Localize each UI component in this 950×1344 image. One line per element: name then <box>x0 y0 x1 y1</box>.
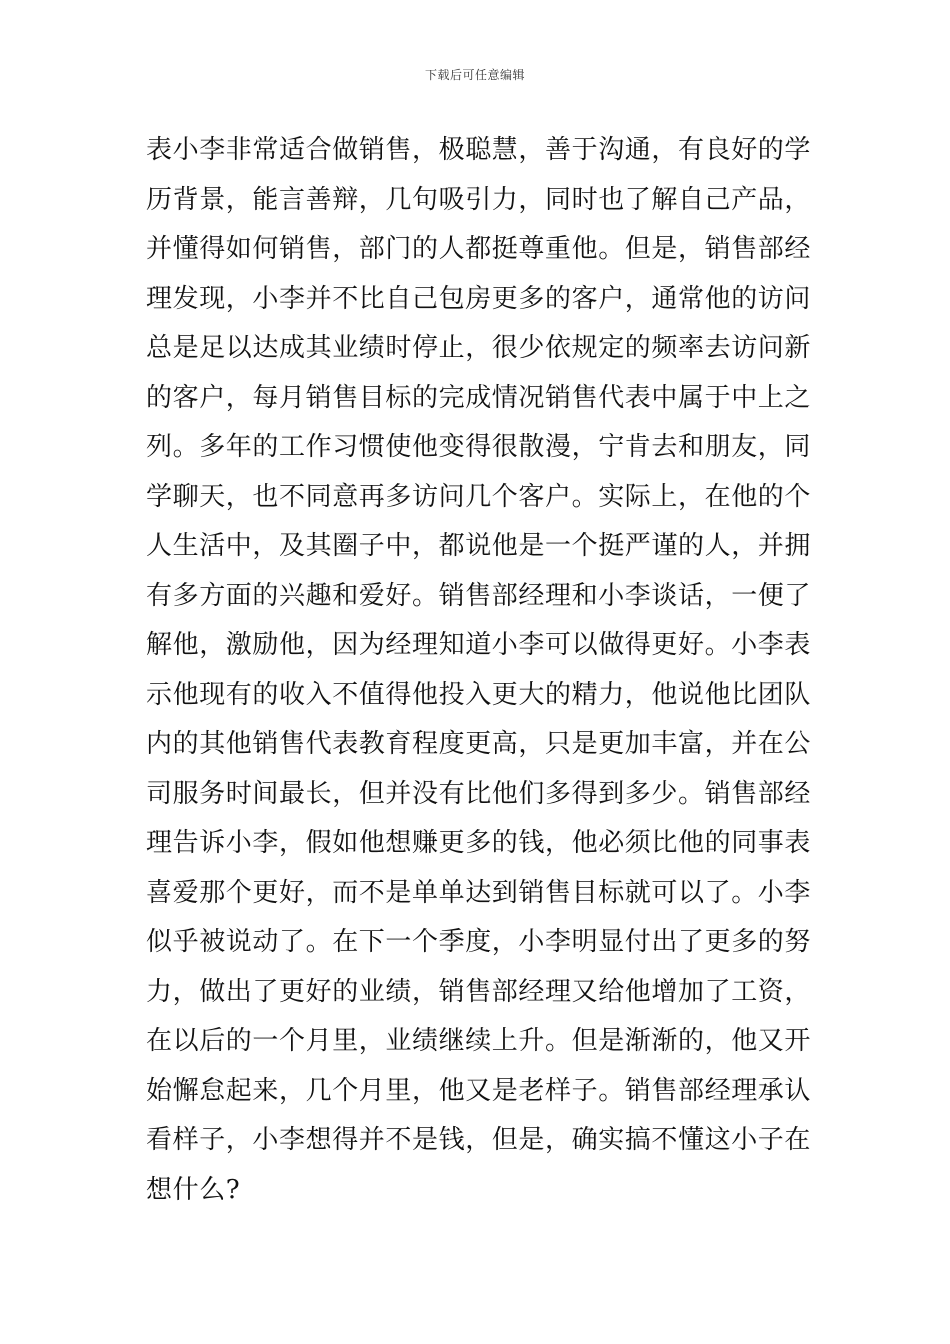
paragraph-line: 并懂得如何销售，部门的人都挺尊重他。但是，销售部经 <box>146 234 812 264</box>
paragraph-line: 理告诉小李，假如他想赚更多的钱，他必须比他的同事表 <box>146 828 812 858</box>
paragraph-line: 示他现有的收入不值得他投入更大的精力，他说他比团队 <box>146 679 812 710</box>
paragraph-line: 的客户，每月销售目标的完成情况销售代表中属于中上之 <box>146 382 812 413</box>
paragraph-line: 总是足以达成其业绩时停止，很少依规定的频率去访问新 <box>146 333 812 363</box>
paragraph-line: 解他，激励他，因为经理知道小李可以做得更好。小李表 <box>146 630 812 660</box>
paragraph-line: 司服务时间最长，但并没有比他们多得到多少。销售部经 <box>146 778 812 809</box>
paragraph-line: 看样子，小李想得并不是钱，但是，确实搞不懂这小子在 <box>146 1125 812 1155</box>
paragraph-line: 内的其他销售代表教育程度更高，只是更加丰富，并在公 <box>146 729 812 759</box>
paragraph-line: 学聊天，也不同意再多访问几个客户。实际上，在他的个 <box>146 481 812 512</box>
header-note: 下载后可任意编辑 <box>424 68 525 82</box>
paragraph-line: 在以后的一个月里，业绩继续上升。但是渐渐的，他又开 <box>146 1026 812 1056</box>
paragraph-line: 理发现，小李并不比自己包房更多的客户，通常他的访问 <box>146 283 812 314</box>
paragraph-line: 有多方面的兴趣和爱好。销售部经理和小李谈话，一便了 <box>146 580 812 611</box>
paragraph-line: 始懈怠起来，几个月里，他又是老样子。销售部经理承认 <box>146 1075 812 1106</box>
paragraph-line: 历背景，能言善辩，几句吸引力，同时也了解自己产品， <box>146 184 812 215</box>
paragraph-line: 力，做出了更好的业绩，销售部经理又给他增加了工资， <box>146 976 812 1007</box>
paragraph-line: 表小李非常适合做销售，极聪慧，善于沟通，有良好的学 <box>146 135 812 165</box>
body-text <box>146 126 816 1215</box>
paragraph-line: 喜爱那个更好，而不是单单达到销售目标就可以了。小李 <box>146 877 812 908</box>
paragraph-line: 想什么? <box>146 1174 241 1205</box>
paragraph-line: 列。多年的工作习惯使他变得很散漫，宁肯去和朋友，同 <box>146 432 812 462</box>
paragraph-line: 人生活中，及其圈子中，都说他是一个挺严谨的人，并拥 <box>146 531 812 561</box>
paragraph-line: 似乎被说动了。在下一个季度，小李明显付出了更多的努 <box>146 927 812 957</box>
